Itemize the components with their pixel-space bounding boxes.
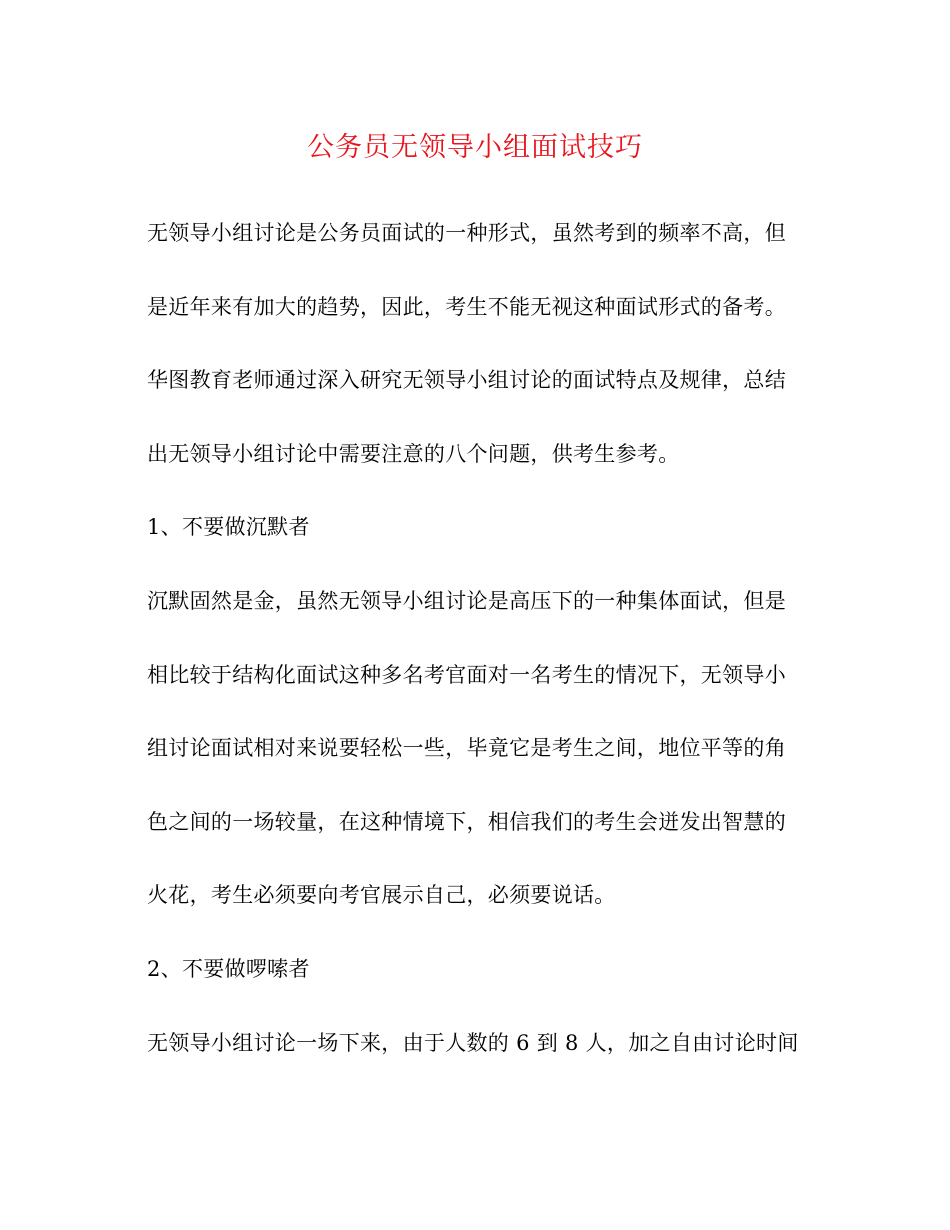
document-title: 公务员无领导小组面试技巧: [307, 132, 643, 163]
paragraph-line: 组讨论面试相对来说要轻松一些，毕竟它是考生之间，地位平等的角: [147, 736, 786, 761]
paragraph-line: 华图教育老师通过深入研究无领导小组讨论的面试特点及规律，总结: [147, 368, 786, 393]
paragraph-line: 无领导小组讨论一场下来，由于人数的 6 到 8 人，加之自由讨论时间: [147, 1030, 799, 1055]
paragraph-line: 火花，考生必须要向考官展示自己，必须要说话。: [147, 883, 616, 908]
section-heading-1: 1、不要做沉默者: [147, 515, 310, 540]
paragraph-line: 色之间的一场较量，在这种情境下，相信我们的考生会迸发出智慧的: [147, 809, 786, 834]
document-body: [147, 212, 807, 1095]
paragraph-line: 出无领导小组讨论中需要注意的八个问题，供考生参考。: [147, 441, 680, 466]
paragraph-line: 相比较于结构化面试这种多名考官面对一名考生的情况下，无领导小: [147, 662, 786, 687]
paragraph-line: 是近年来有加大的趋势，因此，考生不能无视这种面试形式的备考。: [147, 294, 786, 319]
paragraph-line: 无领导小组讨论是公务员面试的一种形式，虽然考到的频率不高，但: [147, 221, 786, 245]
section-heading-2: 2、不要做啰嗦者: [147, 956, 310, 981]
paragraph-line: 沉默固然是金，虽然无领导小组讨论是高压下的一种集体面试，但是: [147, 588, 786, 613]
